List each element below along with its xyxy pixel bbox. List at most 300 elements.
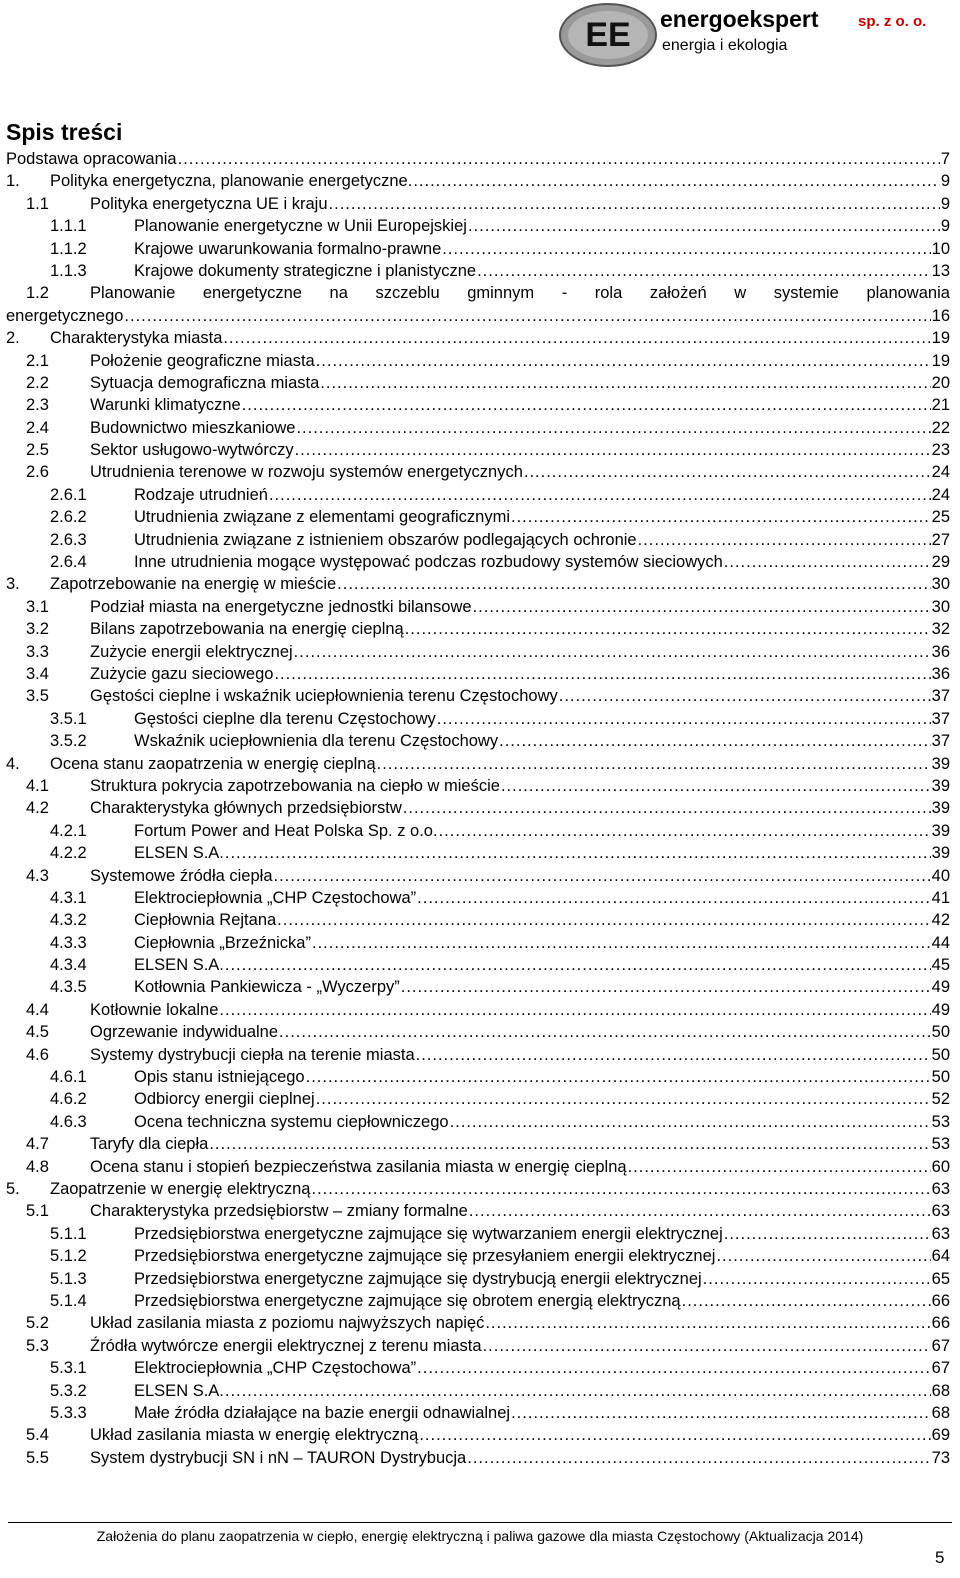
toc-entry-page: 49 <box>931 978 950 997</box>
toc-entry-page: 44 <box>931 933 950 952</box>
toc-entry[interactable] <box>6 418 950 440</box>
toc-leader-dots <box>311 1179 930 1199</box>
toc-leader-dots <box>209 1134 930 1154</box>
toc-entry-number: 5.1.3 <box>50 1269 87 1288</box>
toc-entry-number: 4. <box>6 754 20 773</box>
toc-entry-number: 4.3.4 <box>50 956 87 975</box>
toc-entry-label: Wskaźnik uciepłownienia dla terenu Częstochowy <box>134 732 499 751</box>
toc-entry-label: Źródła wytwórcze energii elektrycznej z terenu miasta <box>90 1336 482 1355</box>
toc-entry[interactable] <box>6 686 950 708</box>
toc-entry[interactable] <box>6 373 950 395</box>
toc-entry-number: 4.2.1 <box>50 821 87 840</box>
toc-entry[interactable] <box>6 910 950 932</box>
toc-leader-dots <box>416 1045 931 1065</box>
toc-entry[interactable] <box>6 709 950 731</box>
toc-entry[interactable] <box>6 1291 950 1313</box>
brand-suffix: sp. z o. o. <box>858 13 927 30</box>
toc-entry[interactable] <box>6 619 950 641</box>
toc-entry-page: 23 <box>931 441 950 460</box>
toc-entry[interactable] <box>6 1336 950 1358</box>
toc-entry-label: Ocena techniczna systemu ciepłowniczego <box>134 1112 449 1131</box>
toc-entry-label: Podział miasta na energetyczne jednostki bilansowe <box>90 597 472 616</box>
toc-leader-dots <box>225 955 931 975</box>
toc-entry[interactable] <box>6 328 950 350</box>
toc-entry-page: 29 <box>931 553 950 572</box>
toc-entry-page: 9 <box>940 217 950 236</box>
toc-entry[interactable] <box>6 597 950 619</box>
toc-entry-number: 1.1.1 <box>50 217 87 236</box>
toc-entry-number: 5.5 <box>26 1448 49 1467</box>
toc-leader-dots <box>716 1246 930 1266</box>
toc-entry[interactable] <box>6 754 950 776</box>
toc-leader-dots <box>501 776 931 796</box>
toc-entry[interactable] <box>6 1067 950 1089</box>
toc-entry[interactable] <box>6 798 950 820</box>
toc-entry-number: 4.6.3 <box>50 1112 87 1131</box>
toc-leader-dots <box>485 1313 930 1333</box>
toc-leader-dots <box>320 373 930 393</box>
toc-entry-number: 5.2 <box>26 1314 49 1333</box>
toc-entry-page: 24 <box>931 463 950 482</box>
toc-entry-number: 5.1.2 <box>50 1247 87 1266</box>
toc-entry-number: 3.3 <box>26 642 49 661</box>
toc-entry[interactable] <box>6 507 950 529</box>
toc-entry[interactable] <box>6 1269 950 1291</box>
toc-leader-dots <box>403 798 931 818</box>
toc-entry-label: Budownictwo mieszkaniowe <box>90 418 296 437</box>
toc-entry-number: 4.1 <box>26 776 49 795</box>
toc-leader-dots <box>279 1022 931 1042</box>
page-header <box>0 0 960 80</box>
toc-leader-dots <box>511 507 931 527</box>
toc-entry-label: Charakterystyka miasta <box>50 329 223 348</box>
toc-leader-dots <box>316 351 931 371</box>
toc-entry-page: 42 <box>931 911 950 930</box>
toc-entry-page: 7 <box>940 150 950 168</box>
toc-entry-label: Układ zasilania miasta w energię elektryczną <box>90 1426 419 1445</box>
footer-divider <box>8 1522 952 1523</box>
toc-entry[interactable] <box>6 395 950 417</box>
toc-entry[interactable] <box>6 977 950 999</box>
toc-entry-page: 41 <box>931 888 950 907</box>
toc-leader-dots <box>483 1336 931 1356</box>
toc-entry-label: Kotłownie lokalne <box>90 1000 219 1019</box>
toc-leader-dots <box>329 194 940 214</box>
toc-entry-number: 4.2 <box>26 799 49 818</box>
toc-entry[interactable] <box>6 776 950 798</box>
toc-entry-number: 5.3 <box>26 1336 49 1355</box>
toc-entry[interactable] <box>6 194 950 216</box>
toc-leader-dots <box>274 664 930 684</box>
toc-entry-number: 4.3 <box>26 866 49 885</box>
toc-entry-label: Polityka energetyczna UE i kraju <box>90 194 328 213</box>
toc-entry[interactable] <box>6 239 950 261</box>
toc-entry-label: Gęstości cieplne dla terenu Częstochowy <box>134 709 436 728</box>
toc-entry[interactable] <box>6 866 950 888</box>
toc-entry-label: Systemowe źródła ciepła <box>90 866 273 885</box>
toc-entry-page: 37 <box>931 732 950 751</box>
toc-leader-dots <box>178 149 940 169</box>
toc-leader-dots <box>277 910 930 930</box>
toc-entry-label: Taryfy dla ciepła <box>90 1135 209 1154</box>
toc-entry-label: Charakterystyka głównych przedsiębiorstw <box>90 799 402 818</box>
toc-entry-label: ELSEN S.A. <box>134 1381 224 1400</box>
toc-leader-dots <box>499 731 931 751</box>
toc-leader-dots <box>703 1269 931 1289</box>
toc-entry[interactable] <box>6 1313 950 1335</box>
toc-entry[interactable] <box>6 1022 950 1044</box>
toc-entry-number: 2.5 <box>26 441 49 460</box>
toc-leader-dots <box>439 821 931 841</box>
toc-entry[interactable] <box>6 664 950 686</box>
toc-entry-label: Przedsiębiorstwa energetyczne zajmujące się przesyłaniem energii elektrycznej <box>134 1247 716 1266</box>
toc-entry-label: Charakterystyka przedsiębiorstw – zmiany formalne <box>90 1202 468 1221</box>
toc-leader-dots <box>295 440 931 460</box>
toc-entry[interactable] <box>6 1358 950 1380</box>
footer-text: Założenia do planu zaopatrzenia w ciepło, energię elektryczną i paliwa gazowe dla miasta Częstochowy (Aktualizacja 2014) <box>96 1528 864 1544</box>
toc-leader-dots <box>413 171 940 191</box>
toc-entry-label: Przedsiębiorstwa energetyczne zajmujące się wytwarzaniem energii elektrycznej <box>134 1224 723 1243</box>
toc-leader-dots <box>124 306 930 326</box>
toc-entry-page: 22 <box>931 418 950 437</box>
toc-entry-label: Elektrociepłownia „CHP Częstochowa” <box>134 1359 417 1378</box>
toc-leader-dots <box>274 866 931 886</box>
toc-leader-dots <box>442 239 930 259</box>
toc-leader-dots <box>401 977 931 997</box>
toc-leader-dots <box>638 530 931 550</box>
toc-entry-page: 67 <box>931 1336 950 1355</box>
toc-entry[interactable] <box>6 351 950 373</box>
toc-entry[interactable] <box>6 1425 950 1447</box>
toc-entry[interactable] <box>6 933 950 955</box>
toc-entry-number: 4.4 <box>26 1000 49 1019</box>
toc-entry-number: 3.5.1 <box>50 709 87 728</box>
toc-entry-label: Przedsiębiorstwa energetyczne zajmujące się obrotem energią elektryczną <box>134 1291 681 1310</box>
toc-entry-page: 24 <box>931 485 950 504</box>
toc-leader-dots <box>467 1448 930 1468</box>
toc-entry-page: 45 <box>931 956 950 975</box>
toc-leader-dots <box>306 1067 931 1087</box>
toc-leader-dots <box>312 933 931 953</box>
toc-entry-label: Utrudnienia związane z istnieniem obszarów podlegających ochronie <box>134 530 637 549</box>
toc-entry-page: 50 <box>931 1045 950 1064</box>
toc-entry-label: Inne utrudnienia mogące występować podczas rozbudowy systemów sieciowych <box>134 553 723 572</box>
toc-entry-number: 5.1.1 <box>50 1224 87 1243</box>
toc-leader-dots <box>223 328 930 348</box>
toc-entry-label: Systemy dystrybucji ciepła na terenie miasta <box>90 1045 415 1064</box>
toc-entry-page: 68 <box>931 1381 950 1400</box>
toc-entry[interactable] <box>6 462 950 484</box>
toc-entry-number: 2.2 <box>26 373 49 392</box>
toc-entry-label: Sektor usługowo-wytwórczy <box>90 441 294 460</box>
toc-entry-page: 66 <box>931 1314 950 1333</box>
toc-entry-number: 2.6 <box>26 463 49 482</box>
toc-entry[interactable] <box>6 149 950 171</box>
toc-entry-number: 3.5 <box>26 687 49 706</box>
toc-entry-number: 4.2.2 <box>50 844 87 863</box>
toc-entry[interactable] <box>6 955 950 977</box>
toc-entry-label: Zużycie gazu sieciowego <box>90 665 274 683</box>
page-number: 5 <box>935 1548 945 1567</box>
toc-leader-dots <box>296 418 930 438</box>
brand-name: energoekspert <box>660 6 819 32</box>
toc-entry-number: 4.3.2 <box>50 911 87 930</box>
toc-entry-number: 5.3.3 <box>50 1403 87 1422</box>
toc-entry-number: 1.1.2 <box>50 239 87 258</box>
toc-entry-label: Planowanie energetyczne w Unii Europejskiej <box>134 217 467 236</box>
toc-entry[interactable] <box>6 440 950 462</box>
toc-entry-page: 39 <box>931 776 950 795</box>
toc-entry-page: 53 <box>931 1135 950 1154</box>
toc-entry-number: 2.6.2 <box>50 508 87 527</box>
toc-entry-label: Ciepłownia „Brzeźnicka” <box>134 933 311 952</box>
toc-entry-label: Zużycie energii elektrycznej <box>90 642 293 661</box>
toc-entry-label: ELSEN S.A. <box>134 844 224 863</box>
toc-entry[interactable] <box>6 1201 950 1223</box>
toc-entry-page: 69 <box>931 1426 950 1445</box>
toc-entry-page: 16 <box>931 306 950 325</box>
toc-entry[interactable] <box>6 1224 950 1246</box>
toc-entry-label: Położenie geograficzne miasta <box>90 351 315 370</box>
toc-entry-label: Układ zasilania miasta z poziomu najwyższych napięć <box>90 1314 485 1333</box>
toc-leader-dots <box>225 843 931 863</box>
toc-entry-number: 4.3.1 <box>50 888 87 907</box>
toc-leader-dots <box>628 1157 931 1177</box>
toc-entry-page: 30 <box>931 597 950 616</box>
toc-entry-page: 63 <box>931 1202 950 1221</box>
toc-entry-label: Sytuacja demograficzna miasta <box>90 373 320 392</box>
toc-entry-page: 67 <box>931 1359 950 1378</box>
energoekspert-logo-icon <box>558 2 658 68</box>
toc-entry[interactable] <box>6 485 950 507</box>
toc-entry-number: 5. <box>6 1179 20 1198</box>
toc-entry-label: Kotłownia Pankiewicza - „Wyczerpy” <box>134 978 400 997</box>
toc-entry-label: Ciepłownia Rejtana <box>134 911 277 930</box>
toc-entry-page: 65 <box>931 1269 950 1288</box>
toc-entry[interactable] <box>6 1112 950 1134</box>
toc-entry-label: Elektrociepłownia „CHP Częstochowa” <box>134 888 417 907</box>
toc-entry-number: 2.4 <box>26 418 49 437</box>
toc-entry-page: 19 <box>931 329 950 348</box>
toc-leader-dots <box>337 574 930 594</box>
toc-entry-page: 20 <box>931 373 950 392</box>
toc-entry[interactable] <box>6 1045 950 1067</box>
toc-entry-label: Struktura pokrycia zapotrzebowania na ciepło w mieście <box>90 776 500 795</box>
toc-leader-dots <box>419 1425 930 1445</box>
toc-entry-page: 60 <box>931 1157 950 1176</box>
toc-entry-number: 3.2 <box>26 620 49 639</box>
toc-entry-page: 25 <box>931 508 950 527</box>
toc-entry-number: 3.1 <box>26 597 49 616</box>
toc-entry[interactable] <box>6 552 950 574</box>
toc-title: Spis treści <box>6 119 123 145</box>
toc-entry-page: 21 <box>931 396 950 415</box>
toc-entry[interactable] <box>6 888 950 910</box>
toc-entry[interactable] <box>6 261 950 283</box>
toc-entry-label: Utrudnienia terenowe w rozwoju systemów energetycznych <box>90 463 523 482</box>
toc-entry[interactable] <box>6 731 950 753</box>
toc-entry-page: 30 <box>931 575 950 594</box>
toc-entry-page: 64 <box>931 1247 950 1266</box>
toc-entry-page: 37 <box>931 687 950 706</box>
toc-entry[interactable] <box>6 171 950 193</box>
toc-leader-dots <box>437 709 931 729</box>
toc-entry-label: Gęstości cieplne i wskaźnik uciepłownienia terenu Częstochowy <box>90 687 558 706</box>
toc-entry-page: 40 <box>931 866 950 885</box>
toc-entry-number: 4.6.1 <box>50 1068 87 1087</box>
toc-leader-dots <box>242 395 931 415</box>
toc-entry-number: 5.3.1 <box>50 1359 87 1378</box>
toc-entry-number: 4.3.5 <box>50 978 87 997</box>
toc-entry-label: Ocena stanu i stopień bezpieczeństwa zasilania miasta w energię cieplną <box>90 1157 627 1176</box>
toc-entry-page: 63 <box>931 1224 950 1243</box>
toc-entry[interactable] <box>6 1000 950 1022</box>
toc-entry-number: 2.3 <box>26 396 49 415</box>
toc-entry-number: 1.1 <box>26 194 49 213</box>
toc-entry-number: 3.4 <box>26 665 49 683</box>
toc-leader-dots <box>524 462 931 482</box>
toc-entry-label: Zaopatrzenie w energię elektryczną <box>50 1179 311 1198</box>
toc-entry-number: 4.6 <box>26 1045 49 1064</box>
toc-entry-number: 2.1 <box>26 351 49 370</box>
toc-entry-number: 3.5.2 <box>50 732 87 751</box>
toc-leader-dots <box>417 888 930 908</box>
toc-entry-label: Ocena stanu zaopatrzenia w energię cieplną <box>50 754 376 773</box>
toc-entry-page: 66 <box>931 1291 950 1310</box>
toc-leader-dots <box>294 642 931 662</box>
toc-entry-label: Bilans zapotrzebowania na energię cieplną <box>90 620 404 639</box>
toc-leader-dots <box>417 1358 930 1378</box>
logo-letters: EE <box>585 16 631 54</box>
toc-entry-page: 68 <box>931 1403 950 1422</box>
toc-entry-number: 4.6.2 <box>50 1090 87 1109</box>
toc-leader-dots <box>682 1291 931 1311</box>
toc-entry[interactable] <box>6 1179 950 1201</box>
toc-entry-label: Ogrzewanie indywidualne <box>90 1023 279 1042</box>
toc-entry-page: 53 <box>931 1112 950 1131</box>
toc-entry[interactable] <box>6 574 950 596</box>
table-of-contents <box>6 149 950 1470</box>
toc-entry-label: Rodzaje utrudnień <box>134 485 268 504</box>
toc-leader-dots <box>477 261 931 281</box>
toc-leader-dots <box>724 1224 931 1244</box>
toc-entry[interactable] <box>6 821 950 843</box>
toc-entry-number: 5.1.4 <box>50 1291 87 1310</box>
toc-entry-page: 19 <box>931 351 950 370</box>
toc-entry-number: 5.1 <box>26 1202 49 1221</box>
toc-entry-number: 3. <box>6 575 20 594</box>
toc-leader-dots <box>559 686 931 706</box>
toc-entry-label: Opis stanu istniejącego <box>134 1068 305 1087</box>
toc-entry-number: 2.6.1 <box>50 485 87 504</box>
toc-entry-page: 10 <box>931 239 950 258</box>
toc-entry-label-continued: energetycznego <box>6 306 124 325</box>
toc-leader-dots <box>219 1000 930 1020</box>
toc-entry-label: Zapotrzebowanie na energię w mieście <box>50 575 337 594</box>
toc-entry-page: 49 <box>931 1000 950 1019</box>
toc-entry-number: 4.7 <box>26 1135 49 1154</box>
toc-leader-dots <box>724 552 931 572</box>
toc-entry-number: 4.5 <box>26 1023 49 1042</box>
toc-leader-dots <box>469 1201 931 1221</box>
toc-entry-page: 27 <box>931 530 950 549</box>
toc-leader-dots <box>316 1089 931 1109</box>
toc-entry-label: Fortum Power and Heat Polska Sp. z o.o. <box>134 821 438 840</box>
toc-entry-label: Małe źródła działające na bazie energii odnawialnej <box>134 1403 511 1422</box>
toc-entry[interactable] <box>6 1403 950 1425</box>
toc-entry[interactable] <box>6 1448 950 1470</box>
toc-entry-number: 2. <box>6 329 20 348</box>
toc-leader-dots <box>450 1112 931 1132</box>
toc-entry[interactable] <box>6 1381 950 1403</box>
toc-entry-page: 39 <box>931 799 950 818</box>
toc-entry-number: 4.3.3 <box>50 933 87 952</box>
toc-entry-number: 1.2 <box>26 284 49 303</box>
toc-entry-number: 4.8 <box>26 1157 49 1176</box>
toc-entry-label: Przedsiębiorstwa energetyczne zajmujące się dystrybucją energii elektrycznej <box>134 1269 702 1288</box>
toc-leader-dots <box>468 216 940 236</box>
toc-entry-number: 1.1.3 <box>50 261 87 280</box>
toc-entry-page: 50 <box>931 1023 950 1042</box>
toc-entry-page: 39 <box>931 844 950 863</box>
toc-entry[interactable] <box>6 843 950 865</box>
toc-entry-label: Polityka energetyczna, planowanie energetyczne. <box>50 172 413 191</box>
toc-leader-dots <box>511 1403 931 1423</box>
toc-entry-page: 39 <box>931 821 950 840</box>
toc-entry[interactable] <box>6 642 950 664</box>
toc-entry-number: 2.6.4 <box>50 553 87 572</box>
toc-leader-dots <box>225 1381 931 1401</box>
toc-entry-page: 13 <box>931 261 950 280</box>
toc-leader-dots <box>473 597 931 617</box>
toc-entry-label: Krajowe dokumenty strategiczne i planistyczne <box>134 261 477 280</box>
toc-entry-page: 9 <box>940 194 950 213</box>
toc-entry[interactable] <box>6 216 950 238</box>
toc-entry-number: 1. <box>6 172 20 191</box>
toc-entry-page: 39 <box>931 754 950 773</box>
toc-leader-dots <box>377 754 931 774</box>
toc-entry-label: Warunki klimatyczne <box>90 396 241 415</box>
toc-entry[interactable] <box>6 1246 950 1268</box>
toc-entry[interactable] <box>6 1089 950 1111</box>
toc-entry-page: 63 <box>931 1179 950 1198</box>
toc-entry-page: 36 <box>931 665 950 683</box>
toc-entry-label: Planowanie energetyczne na szczeblu gminnym - rola założeń w systemie planowania <box>90 284 950 303</box>
toc-entry-page: 32 <box>931 620 950 639</box>
toc-entry-label: Podstawa opracowania <box>6 150 177 168</box>
toc-entry-number: 2.6.3 <box>50 530 87 549</box>
toc-entry-number: 5.4 <box>26 1426 49 1445</box>
toc-entry[interactable] <box>6 1134 950 1156</box>
toc-entry-page: 50 <box>931 1068 950 1087</box>
toc-entry[interactable] <box>6 1157 950 1179</box>
toc-entry-label: Krajowe uwarunkowania formalno-prawne <box>134 239 442 258</box>
toc-entry-page: 37 <box>931 709 950 728</box>
toc-entry-page: 9 <box>940 172 950 191</box>
toc-entry-label: Odbiorcy energii cieplnej <box>134 1090 315 1109</box>
toc-entry-number: 5.3.2 <box>50 1381 87 1400</box>
toc-entry[interactable] <box>6 283 950 328</box>
toc-leader-dots <box>269 485 931 505</box>
toc-entry-label: System dystrybucji SN i nN – TAURON Dystrybucja <box>90 1448 467 1467</box>
toc-entry-label: ELSEN S.A. <box>134 956 224 975</box>
toc-entry-label: Utrudnienia związane z elementami geograficznymi <box>134 508 511 527</box>
toc-entry[interactable] <box>6 530 950 552</box>
toc-entry-page: 73 <box>931 1448 950 1467</box>
brand-tagline: energia i ekologia <box>662 37 788 54</box>
toc-entry-page: 52 <box>931 1090 950 1109</box>
toc-entry-page: 36 <box>931 642 950 661</box>
